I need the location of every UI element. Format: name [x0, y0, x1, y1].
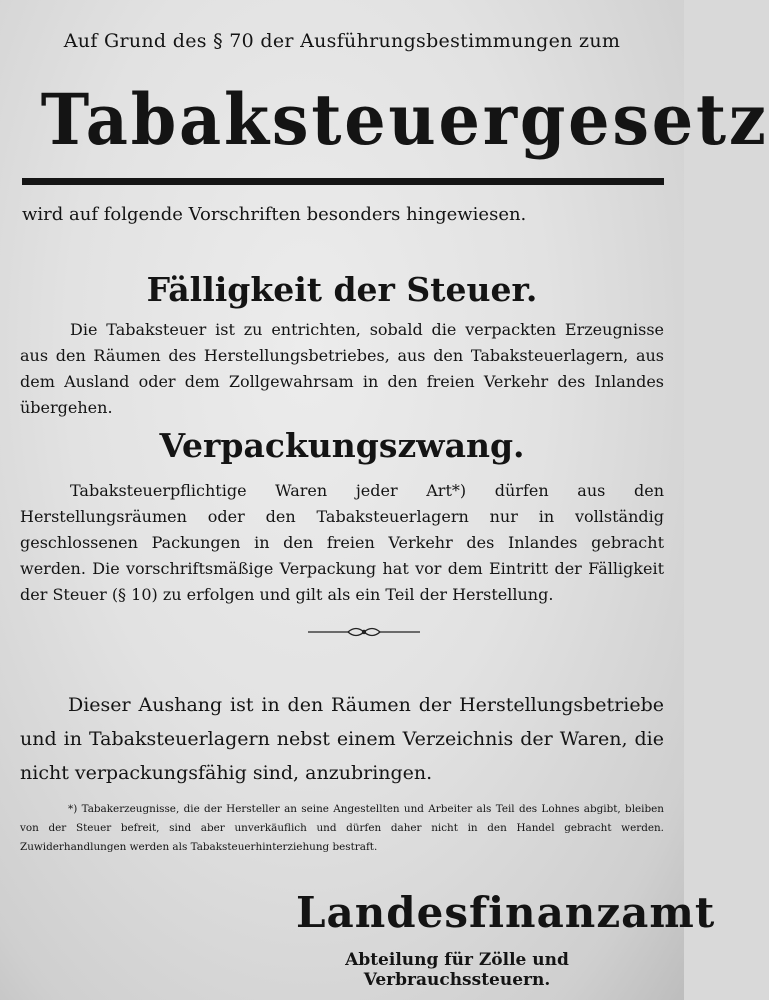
sub-line: wird auf folgende Vorschriften besonders hingewiesen. [22, 204, 527, 225]
footnote: *) Tabakerzeugnisse, die der Hersteller an seine Angestellten und Arbeiter als Teil des Lohnes abgibt, bleiben von der Steuer befreit, sind aber unverkäuflich und dürfen daher nicht in den Handel gebracht werden. Zuwiderhandlungen werden als Tabaksteuerhinterziehung bestraft. [20, 803, 664, 853]
posting-notice: Dieser Aushang ist in den Räumen der Herstellungsbetriebe und in Tabaksteuerlagern nebst einem Verzeichnis der Waren, die nicht verpackungsfähig sind, anzubringen. [20, 694, 664, 784]
intro-line: Auf Grund des § 70 der Ausführungsbestimmungen zum [63, 30, 621, 52]
section-text-due-date: Die Tabaksteuer ist zu entrichten, sobald die verpackten Erzeugnisse aus den Räumen des Herstellungsbetriebes, aus den Tabaksteuerlagern, aus dem Ausland oder dem Zollgewahrsam in den freien Verkehr des Inlandes übergehen. [20, 320, 664, 417]
title-rule [22, 178, 664, 185]
issuing-office: Landesfinanzamt [296, 888, 716, 937]
section-heading-packaging: Verpackungszwang. [159, 426, 525, 465]
section-text-packaging: Tabaksteuerpflichtige Waren jeder Art*) dürfen aus den Herstellungsräumen oder den Tabaksteuerlagern nur in vollständig geschlossenen Packungen in den freien Verkehr des Inlandes gebracht werden. Die vorschriftsmäßige Verpackung hat vor dem Eintritt der Fälligkeit der Steuer (§ 10) zu erfolgen und gilt als ein Teil der Herstellung. [20, 481, 664, 604]
ornament-divider [308, 623, 420, 641]
section-heading-due-date: Fälligkeit der Steuer. [146, 270, 538, 309]
main-title: Tabaksteuergesetz [40, 78, 769, 161]
issuing-department: Abteilung für Zölle und Verbrauchssteuern. [345, 950, 569, 990]
